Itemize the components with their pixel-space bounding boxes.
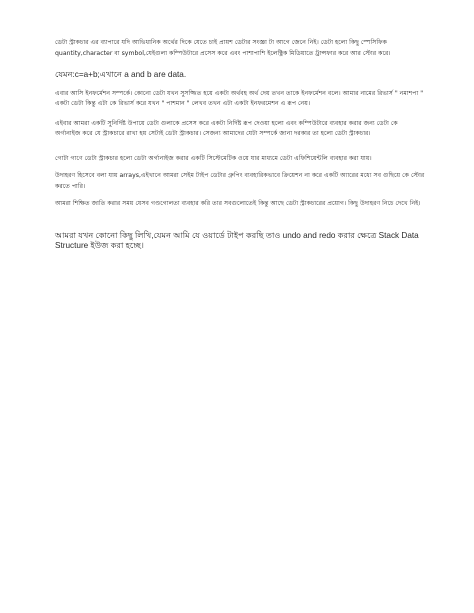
paragraph-definition: গোটা গাণে ডেটা স্ট্রাকচার হলো ডেটা অর্গানাইজ করার একটি সিস্টেমেটিক ওয়ে যার মাধ্যমে ডেটা এফিশিয়েন্টলি ব্যবহার করা যায়। xyxy=(55,154,372,162)
paragraph-organization: এইবার আমরা একটি সুনির্দিষ্ট উপায়ে ডেটা গুলাকে প্রসেস করে একটা নির্দিষ্ট রূপ দেওয়া হলো এবং কম্পিউটারে ব্যবহার করার জন্য ডেটা কে অর্গানাইজ করে যে স্ট্রাকচারে রাখা হয় সেটাই ডেটা স্ট্রাকচার। সেজন্য আমাদের যেটা সম্পর্কে জানা দরকার তা হলো ডেটা স্ট্রাকচার। xyxy=(55,119,398,137)
paragraph-data-structure-intro: ডেটা স্ট্রাকচার এর ব্যাপারে যদি আভিধানিক অর্থের দিকে যেতে চাই প্রায়শ ডেটার সংজ্ঞা টা আগে জেনে নিই। ডেটা হলো কিছু স্পেসিফিক quantity,character বা symbol,যেইগুলা কম্পিউটারে প্রসেস করে এবং পাশাপাশি ইলেক্ট্রিক মিডিয়াতে ট্রান্সফার করে আর স্টোর করে। xyxy=(55,39,391,57)
paragraph-example-equation: যেমন:c=a+b;এখানে a and b are data. xyxy=(55,70,187,79)
paragraph-information: এবার আসি ইনফর্মেশন সম্পর্কে। কোনো ডেটা যখন সুসজ্জিত হয়ে একটা অর্থবহ অর্থ দেয় তখন তাকে ইনফর্মেশন বলে। আমার নামের রিভার্স " নমাশপা " একটা ডেটা কিন্তু এটা কে রিভার্স করে যখন " পাশমান " লেখব তখন এটা একটা ইনফরমেশন এ রূপ নেয়। xyxy=(55,89,424,107)
paragraph-stack-example: আমরা যখন কোনো কিছু লিখি,যেমন আমি যে ওয়ার্ডে টাইপ করছি তাও undo and redo করার ক্ষেত্রে Stack Data Structure ইউজ করা হচ্ছে। xyxy=(55,230,419,250)
document-body xyxy=(55,38,425,252)
paragraph-applications: আমরা শিক্ষিত জাতি করার সময় যেসব গণ্ডগোলতা ব্যবহার করি তার সবগুলোতেই কিন্তু আছে ডেটা স্ট্রাকচারের প্রয়োগ। কিছু উদাহরণ নিচে দেখে নিই। xyxy=(55,200,421,207)
paragraph-arrays-example: উদাহরণ হিসেবে বলা যায় arrays,এইখানে আমরা সেইম টাইপ ডেটার গ্রুপিং ব্যবহারিকভাবে ক্রিয়েশন না করে একটি অ্যারের মধ্যে সব গুছিয়ে কে স্টোর করতে পারি। xyxy=(55,172,425,190)
